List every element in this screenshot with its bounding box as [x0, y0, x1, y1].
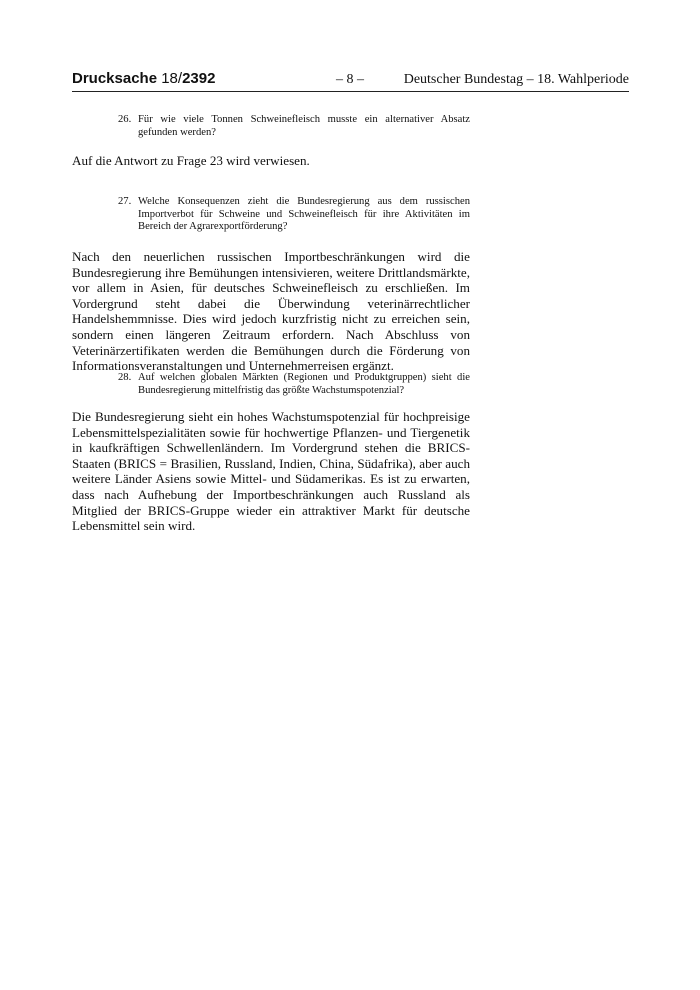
- question-number: 27.: [118, 196, 132, 207]
- page-header: [72, 69, 629, 92]
- document-number: [72, 69, 215, 89]
- page-number: – 8 –: [336, 72, 364, 87]
- doc-number: 2392: [182, 70, 216, 87]
- question-text: Auf welchen globalen Märkten (Regionen und Produktgruppen) sieht die Bundesregierung mittelfristig das größte Wachstumspotenzial?: [138, 372, 470, 396]
- doc-volume: 18/: [161, 70, 183, 87]
- question-28: [118, 372, 470, 397]
- question-number: 28.: [118, 372, 132, 383]
- question-number: 26.: [118, 114, 132, 125]
- doc-prefix: Drucksache: [72, 70, 162, 87]
- question-text: Welche Konsequenzen zieht die Bundesregierung aus dem russischen Importverbot für Schweine und Schweinefleisch für ihre Aktivitäten im Bereich der Agrarexportförderung?: [138, 196, 470, 233]
- answer-26: [72, 153, 470, 169]
- question-27: [118, 196, 470, 234]
- question-text: Für wie viele Tonnen Schweinefleisch musste ein alternativer Absatz gefunden werden?: [138, 114, 470, 138]
- answer-28: [72, 409, 470, 534]
- answer-text: Nach den neuerlichen russischen Importbeschränkungen wird die Bundesregierung ihre Bemühungen intensivieren, weitere Drittlandsmärkte, vor allem in Asien, für deutsches Schweinefleisch zu erschließen. Im Vordergrund steht dabei die Überwindung veterinärrechtlicher Handelshemmnisse. Dies wird jedoch kurzfristig nicht zu erreichen sein, sondern einen längeren Zeitraum erfordern. Nach Abschluss von Veterinärzertifikaten werden die Bemühungen durch die Förderung von Informationsveranstaltungen und Unternehmerreisen ergänzt.: [72, 249, 470, 374]
- answer-27: [72, 249, 470, 374]
- question-26: [118, 114, 470, 139]
- parliament-label: Deutscher Bundestag – 18. Wahlperiode: [403, 72, 629, 87]
- answer-text: Auf die Antwort zu Frage 23 wird verwiesen.: [72, 153, 310, 168]
- answer-text: Die Bundesregierung sieht ein hohes Wachstumspotenzial für hochpreisige Lebensmittelspezialitäten sowie für hochwertige Pflanzen- und Tiergenetik in kaufkräftigen Schwellenländern. Im Vordergrund stehen die BRICS-Staaten (BRICS = Brasilien, Russland, Indien, China, Südafrika), aber auch weitere Länder Asiens sowie Mittel- und Südamerikas. Es ist zu erwarten, dass nach Aufhebung der Importbeschränkungen auch Russland als Mitglied der BRICS-Gruppe wieder ein attraktiver Markt für deutsche Lebensmittel sein wird.: [72, 409, 470, 534]
